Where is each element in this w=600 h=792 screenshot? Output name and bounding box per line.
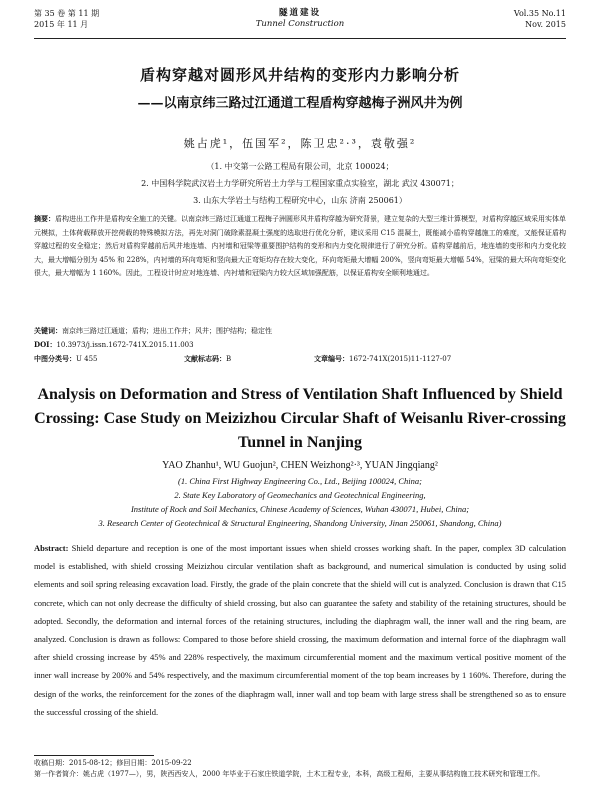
doi: [34, 338, 566, 353]
header-journal-cn: 隧道建设: [278, 8, 321, 18]
header-right: [514, 8, 566, 30]
header-center: [34, 8, 566, 30]
authors-en: YAO Zhanhu¹, WU Guojun², CHEN Weizhong²·³, YUAN Jingqiang²: [162, 460, 438, 471]
clc-label: 中图分类号：: [34, 354, 76, 363]
abstract-en-label: Abstract:: [34, 543, 69, 553]
clc-code: U 455: [76, 355, 98, 363]
article-number: 1672-741X(2015)11-1127-07: [349, 355, 452, 363]
affiliation-en-2: 2. State Key Laboratory of Geomechanics and Geotechnical Engineering,: [174, 490, 426, 500]
paper-title-en: Analysis on Deformation and Stress of Ventilation Shaft Influenced by Shield Crossing: Case Study on Meizizhou Circular Shaft of Weisanlu River-crossing Tunnel in Nanjing: [34, 386, 566, 451]
affiliation-cn-3: 3. 山东大学岩土与结构工程研究中心，山东 济南 250061）: [193, 196, 407, 205]
abstract-en-text: Shield departure and reception is one of the most important issues when shield crosses working shaft. In the paper, complex 3D calculation model is established, with shield crossing Meizizhou circular ventilation shaft as background, and numerical simulation is conducted by using solid elements and soil spring releasing excavation load. Firstly, the grade of the plain concrete that the shield will cut is analyzed. Conclusion is drawn that C15 concrete, which can not only decrease the difficulty of shield crossing, but also can guarantee the safety and stability of the retaining structures, should be adopted. Secondly, the deformation and internal forces of the retaining structures, including the diaphragm wall, the inner wall and the ring beam, are analyzed. Conclusion is drawn as follows: Compared to those before shield crossing, the maximum deformation and internal force of the diaphragm wall after shield crossing increase by 45% and 228% respectively, the maximum circumferential moment and the maximum vertical positive moment of the inner wall increase by 200% and 54% respectively, and the maximum circumferential moment of the top beam increases by 1 160%. Therefore, during the design of the works, the reinforcement for the zones of the diaphragm wall, inner wall and top beam with large stress shall be strengthened so as to ensure the successful crossing of the shield.: [34, 543, 566, 717]
abstract-en: [34, 539, 566, 721]
abstract-cn: [34, 212, 566, 281]
article-number-label: 文章编号：: [314, 354, 349, 363]
doi-label: DOI：: [34, 340, 57, 349]
keywords-cn: [34, 324, 566, 339]
paper-subtitle-cn: ——以南京纬三路过江通道工程盾构穿越梅子洲风井为例: [137, 96, 463, 111]
header-date-cn: 2015 年 11 月: [34, 20, 89, 29]
footnote-received: 收稿日期：2015-08-12；修回日期：2015-09-22: [34, 759, 192, 767]
footnote-rule: [34, 755, 154, 756]
doc-code-label: 文献标志码：: [184, 354, 226, 363]
classification-line: [34, 352, 566, 367]
paper-title-cn: 盾构穿越对圆形风井结构的变形内力影响分析: [139, 66, 460, 84]
header-journal-en: Tunnel Construction: [255, 19, 345, 29]
affiliation-en-4: 3. Research Center of Geotechnical & Structural Engineering, Shandong University, Jinan 250061, Shandong, China): [98, 518, 502, 528]
header-date-en: Nov. 2015: [525, 20, 566, 29]
affiliation-en-3: Institute of Rock and Soil Mechanics, Chinese Academy of Sciences, Wuhan 430071, Hubei, China;: [130, 504, 470, 514]
keywords-cn-label: 关键词：: [34, 326, 62, 335]
affiliation-cn-2: 2. 中国科学院武汉岩土力学研究所岩土力学与工程国家重点实验室，湖北 武汉 430071；: [141, 179, 459, 188]
journal-header: [34, 8, 566, 39]
affiliation-en-1: (1. China First Highway Engineering Co., Ltd., Beijing 100024, China;: [178, 476, 422, 486]
doc-code: B: [226, 355, 232, 363]
doi-text: 10.3973/j.issn.1672-741X.2015.11.003: [56, 341, 194, 349]
authors-cn: 姚占虎¹，伍国军²，陈卫忠²·³，袁敬强²: [183, 137, 417, 150]
affiliation-cn-1: （1. 中交第一公路工程局有限公司，北京 100024；: [206, 162, 394, 171]
header-volume-en: Vol.35 No.11: [513, 9, 566, 18]
header-volume-cn: 第 35 卷 第 11 期: [34, 9, 100, 18]
keywords-cn-text: 南京纬三路过江通道；盾构；进出工作井；风井；围护结构；稳定性: [62, 327, 272, 335]
footnote-author-bio: 第一作者简介：姚占虎（1977—），男，陕西西安人，2000 年毕业于石家庄铁道学院，土木工程专业，本科，高级工程师，主要从事结构施工技术研究和管理工作。: [34, 770, 545, 778]
abstract-cn-label: 摘要：: [34, 214, 55, 223]
abstract-cn-text: 盾构进出工作井是盾构安全施工的关键。以南京纬三路过江通道工程梅子洲圆形风井盾构穿越为研究背景，建立复杂的大型三维计算模型，对盾构穿越区域采用实体单元模拟，土体荷载释放开挖荷载的特殊模拟方法，再先对洞门破除素混凝土强度的选取进行优化分析，建议采用 C15 混凝土，既能减小盾构穿越施工的难度，又能保证盾构穿越过程的安全稳定；然后对盾构穿越前后风井地连墙、内衬墙和冠梁等重要围护结构的变形和内力变化规律进行了研究分析。盾构穿越前后，地连墙的变形和内力变化较大，最大增幅分别为 45% 和 228%，内衬墙的环向弯矩和竖向最大正弯矩均存在较大变化，环向弯矩最大增幅 200%，竖向弯矩最大增幅 54%，冠梁的最大环向弯矩变化很大，最大增幅为 1 160%。因此，工程设计时应对地连墙、内衬墙和冠梁内力较大区域加强配筋，以保证盾构安全顺利地通过。: [34, 215, 566, 277]
